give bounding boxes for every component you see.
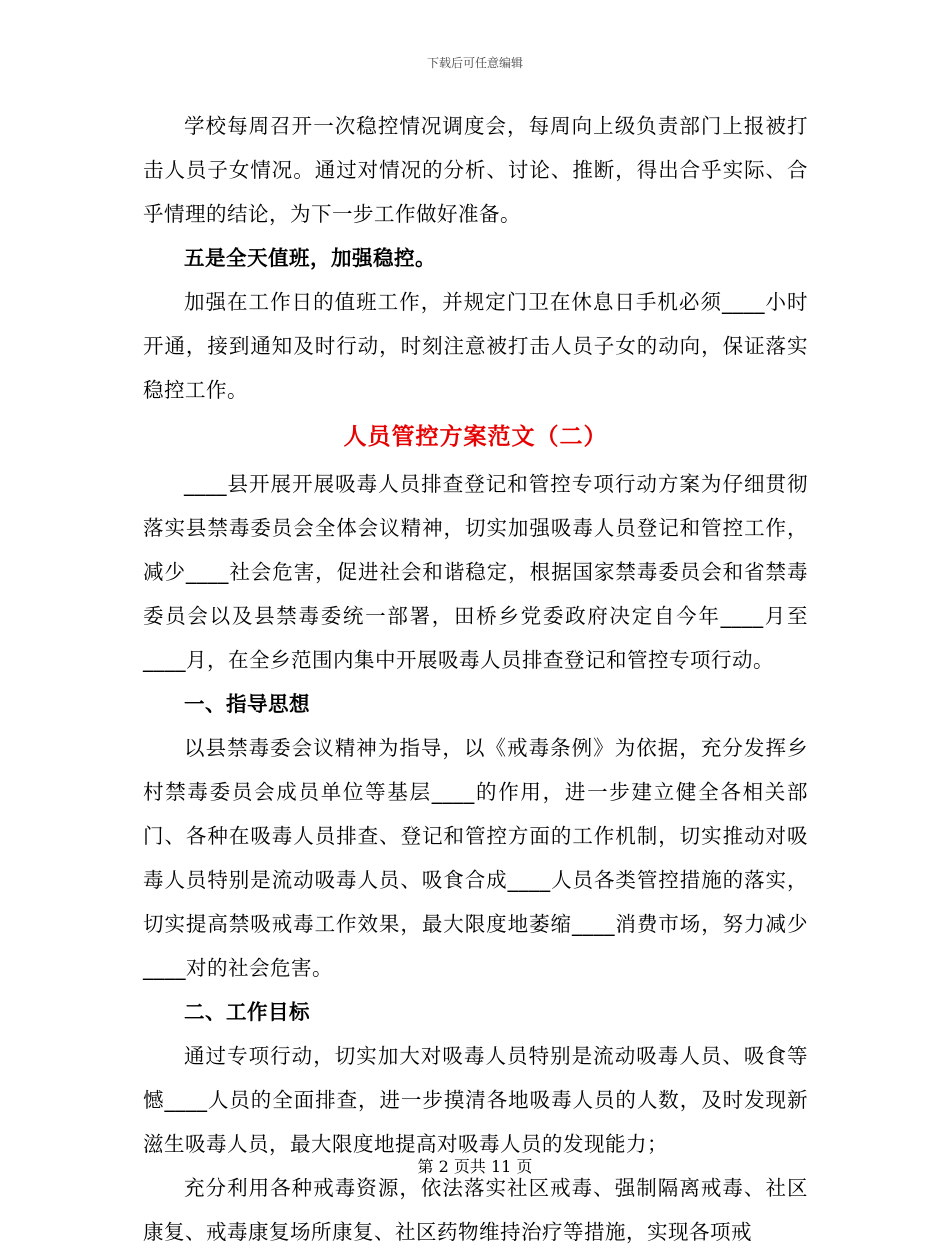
paragraph: 以县禁毒委会议精神为指导，以《戒毒条例》为依据，充分发挥乡村禁毒委员会成员单位等基层____的作用，进一步建立健全各相关部门、各种在吸毒人员排查、登记和管控方面的工作机制，切实推动对吸毒人员特别是流动吸毒人员、吸食合成____人员各类管控措施的落实，切实提高禁吸戒毒工作效果，最大限度地萎缩____消费市场，努力减少____对的社会危害。 (143, 736, 808, 980)
section-heading: 一、指导思想 (184, 692, 310, 716)
section-heading: 二、工作目标 (184, 1000, 310, 1024)
paragraph: 学校每周召开一次稳控情况调度会，每周向上级负责部门上报被打击人员子女情况。通过对情况的分析、讨论、推断，得出合乎实际、合乎情理的结论，为下一步工作做好准备。 (143, 114, 808, 226)
page-header: 下载后可任意编辑 (426, 56, 523, 70)
paragraph: 通过专项行动，切实加大对吸毒人员特别是流动吸毒人员、吸食等憾____人员的全面排查，进一步摸清各地吸毒人员的人数，及时发现新滋生吸毒人员，最大限度地提高对吸毒人员的发现能力； (143, 1044, 808, 1156)
paragraph: 充分利用各种戒毒资源，依法落实社区戒毒、强制隔离戒毒、社区康复、戒毒康复场所康复、社区药物维持治疗等措施，实现各项戒 (143, 1176, 808, 1244)
page-footer: 第 2 页共 11 页 (417, 1157, 533, 1176)
document-title: 人员管控方案范文（二） (343, 423, 608, 450)
paragraph: 加强在工作日的值班工作，并规定门卫在休息日手机必须____小时开通，接到通知及时行动，时刻注意被打击人员子女的动向，保证落实稳控工作。 (143, 290, 808, 402)
paragraph: ____县开展开展吸毒人员排查登记和管控专项行动方案为仔细贯彻落实县禁毒委员会全体会议精神，切实加强吸毒人员登记和管控工作，减少____社会危害，促进社会和谐稳定，根据国家禁毒委员会和省禁毒委员会以及县禁毒委统一部署，田桥乡党委政府决定自今年____月至____月，在全乡范围内集中开展吸毒人员排查登记和管控专项行动。 (143, 472, 808, 672)
document-body (143, 104, 808, 1254)
section-heading: 五是全天值班，加强稳控。 (184, 246, 436, 270)
